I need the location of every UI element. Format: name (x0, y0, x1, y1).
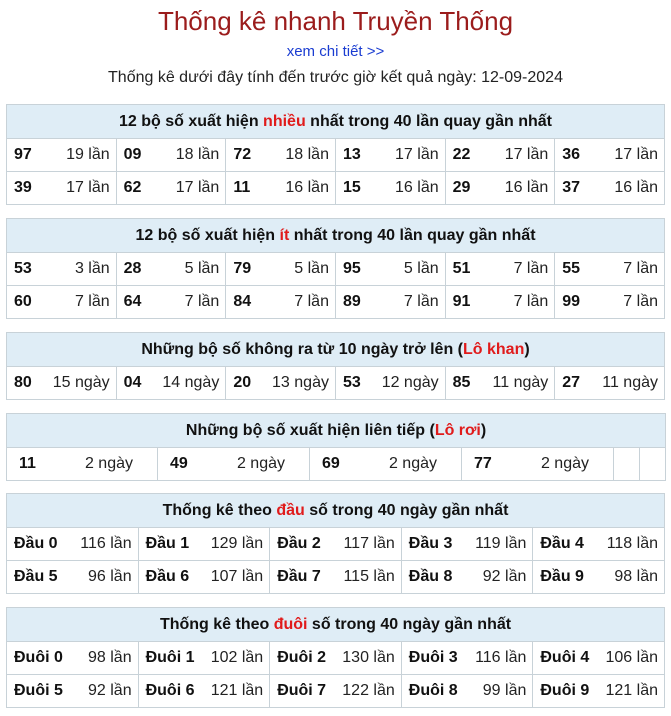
occurrence-count: 16 lần (285, 179, 329, 196)
stat-cell (7, 172, 117, 205)
duoi-table (6, 607, 665, 708)
occurrence-count: 7 lần (74, 293, 110, 310)
occurrence-count: 3 lần (74, 260, 110, 277)
lo-khan-table (6, 332, 665, 400)
lottery-number: 29 (452, 179, 471, 196)
stat-label: Đuôi 0 (14, 649, 63, 666)
stat-label: Đầu 7 (277, 568, 321, 585)
lottery-number: 62 (123, 179, 142, 196)
section-title: 12 bộ số xuất hiện ít nhất trong 40 lần quay gần nhất (7, 219, 665, 253)
occurrence-count: 130 lần (342, 649, 395, 666)
stat-cell (533, 561, 665, 594)
stat-cell (555, 253, 665, 286)
lottery-number: 13 (342, 146, 361, 163)
table-row (7, 367, 665, 400)
stat-cell (462, 448, 614, 481)
lottery-number: 89 (342, 293, 361, 310)
occurrence-count: 17 lần (175, 179, 220, 196)
stat-cell (335, 172, 445, 205)
occurrence-count: 5 lần (184, 260, 220, 277)
stat-cell (335, 139, 445, 172)
lottery-number: 28 (123, 260, 142, 277)
stat-cell (533, 642, 665, 675)
lottery-number: 91 (452, 293, 471, 310)
empty-cell (614, 448, 640, 481)
occurrence-count: 118 lần (606, 535, 658, 552)
lottery-number: 84 (233, 293, 252, 310)
occurrence-count: 16 lần (614, 179, 658, 196)
stat-cell (401, 642, 533, 675)
occurrence-count: 115 lần (343, 568, 395, 585)
stat-cell (138, 561, 270, 594)
days-count: 2 ngày (388, 455, 437, 472)
stat-cell (116, 139, 226, 172)
stat-cell (533, 528, 665, 561)
stat-cell (445, 286, 555, 319)
detail-link[interactable]: xem chi tiết >> (286, 43, 385, 60)
stat-cell (555, 286, 665, 319)
table-row (7, 448, 666, 481)
occurrence-count: 17 lần (66, 179, 110, 196)
lo-roi-table (6, 413, 666, 481)
occurrence-count: 99 lần (482, 682, 527, 699)
days-count: 2 ngày (236, 455, 285, 472)
occurrence-count: 18 lần (285, 146, 329, 163)
empty-cell (640, 448, 666, 481)
lottery-number: 27 (562, 374, 581, 391)
days-count: 2 ngày (540, 455, 589, 472)
occurrence-count: 129 lần (210, 535, 264, 552)
stat-cell (7, 528, 139, 561)
occurrence-count: 17 lần (395, 146, 439, 163)
table-row (7, 139, 665, 172)
stat-cell (116, 253, 226, 286)
lottery-number: 53 (342, 374, 361, 391)
days-count: 13 ngày (272, 374, 329, 391)
stat-label: Đuôi 9 (540, 682, 590, 699)
lottery-number: 20 (233, 374, 252, 391)
occurrence-count: 7 lần (623, 260, 658, 277)
stat-cell (7, 561, 139, 594)
occurrence-count: 17 lần (614, 146, 658, 163)
occurrence-count: 121 lần (605, 682, 658, 699)
stat-cell (310, 448, 462, 481)
stat-cell (270, 561, 402, 594)
occurrence-count: 7 lần (513, 293, 549, 310)
stat-label: Đầu 9 (540, 568, 584, 585)
lottery-number: 36 (562, 146, 581, 163)
occurrence-count: 96 lần (88, 568, 132, 585)
lottery-number: 80 (14, 374, 32, 391)
stat-cell (335, 286, 445, 319)
section-title: Thống kê theo đầu số trong 40 ngày gần nhất (7, 494, 665, 528)
days-count: 14 ngày (162, 374, 220, 391)
stat-cell (335, 253, 445, 286)
lottery-number: 95 (342, 260, 361, 277)
stat-cell (533, 675, 665, 708)
occurrence-count: 5 lần (403, 260, 439, 277)
stat-cell (7, 675, 139, 708)
lottery-number: 49 (170, 455, 188, 472)
stat-label: Đầu 5 (14, 568, 58, 585)
occurrence-count: 5 lần (294, 260, 329, 277)
lottery-number: 77 (474, 455, 492, 472)
occurrence-count: 107 lần (210, 568, 264, 585)
occurrence-count: 92 lần (482, 568, 527, 585)
stat-cell (335, 367, 445, 400)
occurrence-count: 7 lần (513, 260, 549, 277)
stat-cell (116, 367, 226, 400)
lottery-number: 09 (123, 146, 142, 163)
lottery-number: 51 (452, 260, 471, 277)
occurrence-count: 7 lần (184, 293, 220, 310)
occurrence-count: 7 lần (294, 293, 329, 310)
stat-cell (116, 172, 226, 205)
stat-cell (158, 448, 310, 481)
stat-cell (401, 528, 533, 561)
stat-cell (7, 139, 117, 172)
stat-label: Đuôi 3 (408, 649, 458, 666)
page-title: Thống kê nhanh Truyền Thống (157, 6, 514, 36)
days-count: 2 ngày (84, 455, 133, 472)
table-row (7, 286, 665, 319)
stat-label: Đầu 8 (408, 568, 453, 585)
lottery-number: 97 (14, 146, 32, 163)
table-row (7, 172, 665, 205)
stat-cell (270, 675, 402, 708)
section-title: 12 bộ số xuất hiện nhiều nhất trong 40 lần quay gần nhất (7, 105, 665, 139)
days-count: 12 ngày (381, 374, 439, 391)
lottery-number: 22 (452, 146, 471, 163)
stat-cell (445, 139, 555, 172)
stat-cell (445, 172, 555, 205)
days-count: 11 ngày (602, 374, 658, 391)
stat-label: Đuôi 1 (145, 649, 195, 666)
table-row (7, 642, 665, 675)
occurrence-count: 18 lần (175, 146, 220, 163)
stat-cell (7, 253, 117, 286)
lottery-number: 11 (233, 179, 251, 196)
lottery-number: 64 (123, 293, 142, 310)
lottery-number: 85 (452, 374, 471, 391)
stat-cell (401, 561, 533, 594)
stat-label: Đuôi 2 (277, 649, 327, 666)
stat-label: Đuôi 5 (14, 682, 63, 699)
lottery-number: 15 (342, 179, 361, 196)
stat-cell (226, 286, 336, 319)
occurrence-count: 106 lần (605, 649, 658, 666)
occurrence-count: 98 lần (88, 649, 132, 666)
days-count: 11 ngày (492, 374, 549, 391)
occurrence-count: 16 lần (504, 179, 549, 196)
stat-cell (7, 367, 117, 400)
stat-label: Đuôi 8 (408, 682, 458, 699)
lottery-number: 72 (233, 146, 252, 163)
page-header (0, 0, 671, 88)
lottery-number: 39 (14, 179, 32, 196)
occurrence-count: 119 lần (475, 535, 527, 552)
section-title: Những bộ số xuất hiện liên tiếp (Lô rơi) (7, 414, 666, 448)
stat-cell (226, 367, 336, 400)
lottery-number: 11 (19, 455, 36, 472)
lottery-number: 60 (14, 293, 32, 310)
stat-label: Đuôi 6 (145, 682, 195, 699)
dau-table (6, 493, 665, 594)
stat-cell (7, 642, 139, 675)
occurrence-count: 19 lần (66, 146, 110, 163)
occurrence-count: 102 lần (210, 649, 264, 666)
date-note: Thống kê dưới đây tính đến trước giờ kết quả ngày: 12-09-2024 (108, 69, 563, 86)
stat-cell (226, 253, 336, 286)
stat-cell (226, 139, 336, 172)
stat-cell (138, 675, 270, 708)
lottery-number: 69 (322, 455, 340, 472)
occurrence-count: 121 lần (210, 682, 264, 699)
stat-cell (116, 286, 226, 319)
stat-cell (7, 286, 117, 319)
occurrence-count: 7 lần (403, 293, 439, 310)
table-row (7, 253, 665, 286)
section-title: Thống kê theo đuôi số trong 40 ngày gần nhất (7, 608, 665, 642)
stat-label: Đầu 6 (145, 568, 190, 585)
occurrence-count: 17 lần (504, 146, 549, 163)
stat-cell (270, 642, 402, 675)
lottery-number: 79 (233, 260, 252, 277)
stat-label: Đầu 0 (14, 535, 58, 552)
table-row (7, 675, 665, 708)
stat-cell (226, 172, 336, 205)
stat-cell (7, 448, 158, 481)
occurrence-count: 122 lần (342, 682, 395, 699)
section-title: Những bộ số không ra từ 10 ngày trở lên (Lô khan) (7, 333, 665, 367)
stat-cell (138, 642, 270, 675)
stat-cell (445, 367, 555, 400)
occurrence-count: 117 lần (343, 535, 395, 552)
stat-cell (555, 172, 665, 205)
stat-label: Đuôi 7 (277, 682, 327, 699)
stat-cell (401, 675, 533, 708)
most-frequent-table (6, 104, 665, 205)
stat-label: Đầu 4 (540, 535, 584, 552)
least-frequent-table (6, 218, 665, 319)
stat-cell (555, 139, 665, 172)
stat-label: Đuôi 4 (540, 649, 590, 666)
occurrence-count: 92 lần (88, 682, 132, 699)
days-count: 15 ngày (52, 374, 110, 391)
occurrence-count: 116 lần (475, 649, 527, 666)
lottery-number: 37 (562, 179, 581, 196)
stat-cell (445, 253, 555, 286)
lottery-number: 99 (562, 293, 581, 310)
stat-cell (270, 528, 402, 561)
lottery-number: 53 (14, 260, 32, 277)
lottery-number: 04 (123, 374, 142, 391)
stat-label: Đầu 3 (408, 535, 453, 552)
occurrence-count: 116 lần (80, 535, 132, 552)
occurrence-count: 98 lần (614, 568, 658, 585)
stat-label: Đầu 2 (277, 535, 321, 552)
occurrence-count: 16 lần (395, 179, 439, 196)
occurrence-count: 7 lần (623, 293, 658, 310)
lottery-number: 55 (562, 260, 581, 277)
stat-cell (555, 367, 665, 400)
stat-cell (138, 528, 270, 561)
stat-label: Đầu 1 (145, 535, 190, 552)
table-row (7, 528, 665, 561)
table-row (7, 561, 665, 594)
